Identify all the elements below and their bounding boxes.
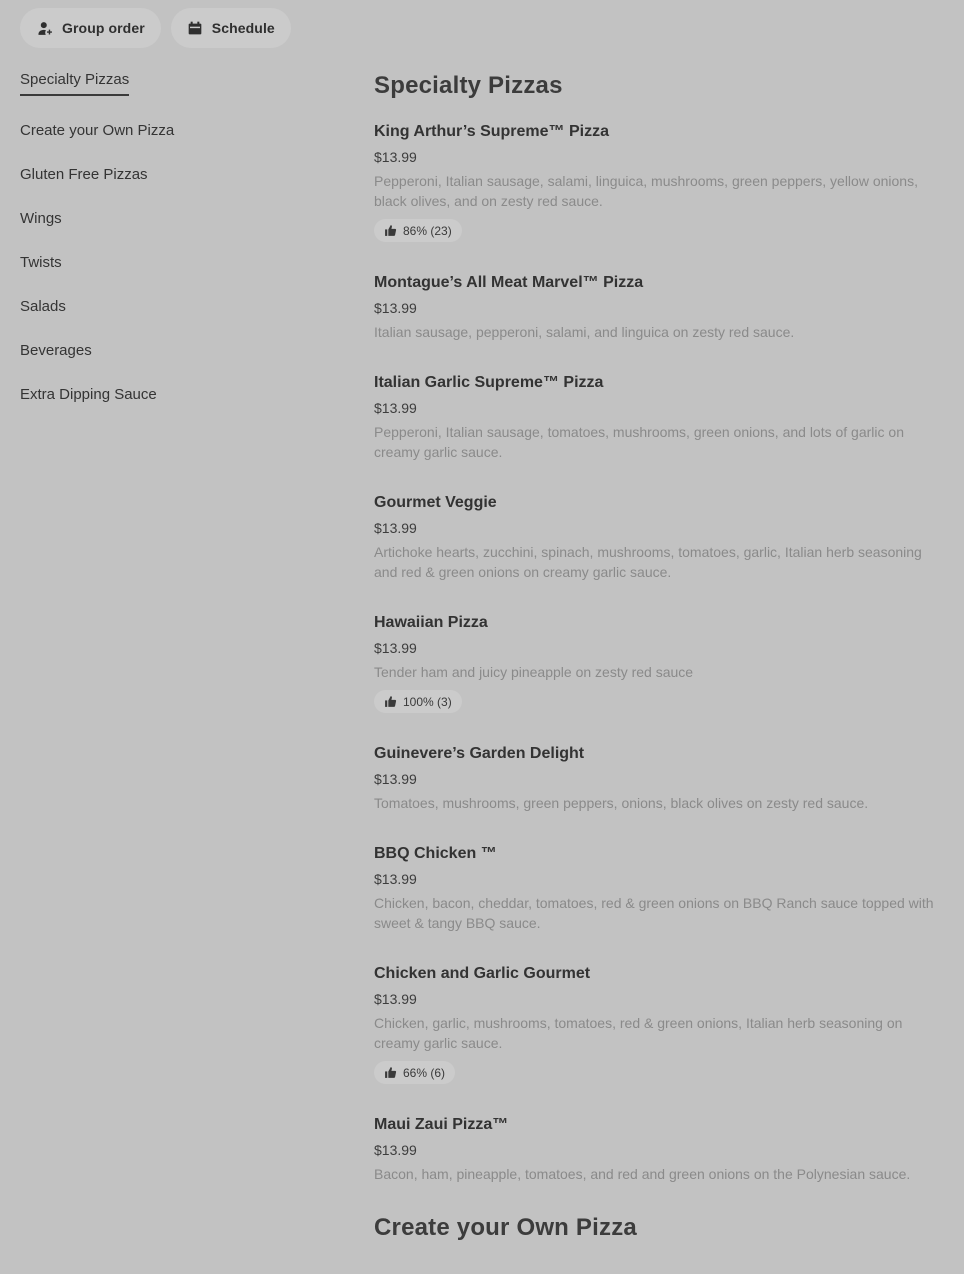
thumbs-up-icon (384, 695, 397, 708)
rating-badge (374, 219, 462, 242)
menu-item-price: $13.99 (374, 520, 417, 536)
menu-item-name: BBQ Chicken ™ (374, 845, 497, 862)
menu-item[interactable] (374, 1114, 964, 1184)
menu-item[interactable] (374, 612, 964, 713)
menu-section (374, 72, 964, 1184)
thumbs-up-icon (384, 224, 397, 237)
menu-item-price: $13.99 (374, 300, 417, 316)
menu-item-price: $13.99 (374, 640, 417, 656)
sidebar-item-specialty-pizzas[interactable] (20, 70, 334, 96)
schedule-button[interactable] (171, 8, 291, 48)
sidebar-item-label: Beverages (20, 342, 92, 359)
rating-badge (374, 690, 462, 713)
main-content (374, 48, 964, 1263)
sidebar-item-label: Gluten Free Pizzas (20, 166, 148, 183)
menu-item-name: Hawaiian Pizza (374, 614, 488, 631)
menu-item-description: Bacon, ham, pineapple, tomatoes, and red and green onions on the Polynesian sauce. (374, 1166, 911, 1182)
toolbar (0, 0, 964, 48)
menu-item-name: Montague’s All Meat Marvel™ Pizza (374, 274, 644, 291)
menu-item[interactable] (374, 843, 964, 933)
menu-item[interactable] (374, 963, 964, 1084)
menu-item-price: $13.99 (374, 149, 417, 165)
sidebar-item-label: Salads (20, 298, 66, 315)
section-title: Specialty Pizzas (374, 72, 563, 99)
sidebar-item-label: Extra Dipping Sauce (20, 386, 157, 403)
section-items (374, 121, 964, 1184)
group-order-label: Group order (62, 20, 145, 36)
menu-item-description: Chicken, garlic, mushrooms, tomatoes, red & green onions, Italian herb seasoning on creamy garlic sauce. (374, 1015, 903, 1051)
menu-section (374, 1214, 964, 1242)
section-title: Create your Own Pizza (374, 1214, 637, 1241)
menu-item-price: $13.99 (374, 991, 417, 1007)
menu-item-description: Tomatoes, mushrooms, green peppers, onions, black olives on zesty red sauce. (374, 795, 869, 811)
menu-item[interactable] (374, 121, 964, 242)
thumbs-up-icon (384, 1066, 397, 1079)
menu-item-price: $13.99 (374, 1142, 417, 1158)
sidebar (0, 48, 374, 429)
sidebar-item-label: Twists (20, 254, 62, 271)
person-plus-icon (36, 20, 53, 37)
calendar-icon (187, 20, 203, 36)
menu-item-price: $13.99 (374, 771, 417, 787)
sidebar-item-gluten-free-pizzas[interactable] (20, 165, 334, 184)
menu-item-name: Italian Garlic Supreme™ Pizza (374, 374, 604, 391)
sidebar-item-extra-dipping-sauce[interactable] (20, 385, 334, 404)
sidebar-item-label: Specialty Pizzas (20, 70, 129, 96)
menu-item-name: King Arthur’s Supreme™ Pizza (374, 123, 609, 140)
menu-item-price: $13.99 (374, 871, 417, 887)
menu-item-description: Tender ham and juicy pineapple on zesty red sauce (374, 664, 694, 680)
menu-item-description: Italian sausage, pepperoni, salami, and linguica on zesty red sauce. (374, 324, 795, 340)
menu-item-description: Chicken, bacon, cheddar, tomatoes, red & green onions on BBQ Ranch sauce topped with sweet & tangy BBQ sauce. (374, 895, 934, 931)
rating-badge-text: 66% (6) (403, 1065, 446, 1080)
rating-badge (374, 1061, 455, 1084)
group-order-button[interactable] (20, 8, 161, 48)
menu-item-price: $13.99 (374, 400, 417, 416)
menu-item-name: Gourmet Veggie (374, 494, 497, 511)
menu-item[interactable] (374, 272, 964, 342)
menu-item-name: Chicken and Garlic Gourmet (374, 965, 591, 982)
content-layout (0, 48, 964, 1263)
sidebar-item-beverages[interactable] (20, 341, 334, 360)
schedule-label: Schedule (211, 20, 275, 36)
sidebar-item-salads[interactable] (20, 297, 334, 316)
sidebar-item-create-your-own-pizza[interactable] (20, 121, 334, 140)
rating-badge-text: 100% (3) (403, 694, 452, 709)
sidebar-item-twists[interactable] (20, 253, 334, 272)
rating-badge-text: 86% (23) (403, 223, 452, 238)
sidebar-item-wings[interactable] (20, 209, 334, 228)
menu-item-name: Guinevere’s Garden Delight (374, 745, 585, 762)
menu-item-description: Pepperoni, Italian sausage, salami, linguica, mushrooms, green peppers, yellow onions, black olives, and on zesty red sauce. (374, 173, 918, 209)
menu-item[interactable] (374, 743, 964, 813)
sidebar-item-label: Wings (20, 210, 62, 227)
sidebar-item-label: Create your Own Pizza (20, 122, 175, 139)
menu-item-description: Artichoke hearts, zucchini, spinach, mushrooms, tomatoes, garlic, Italian herb seasoning and red & green onions on creamy garlic sauce. (374, 544, 922, 580)
menu-item[interactable] (374, 492, 964, 582)
menu-item[interactable] (374, 372, 964, 462)
menu-item-name: Maui Zaui Pizza™ (374, 1116, 509, 1133)
menu-item-description: Pepperoni, Italian sausage, tomatoes, mushrooms, green onions, and lots of garlic on creamy garlic sauce. (374, 424, 904, 460)
